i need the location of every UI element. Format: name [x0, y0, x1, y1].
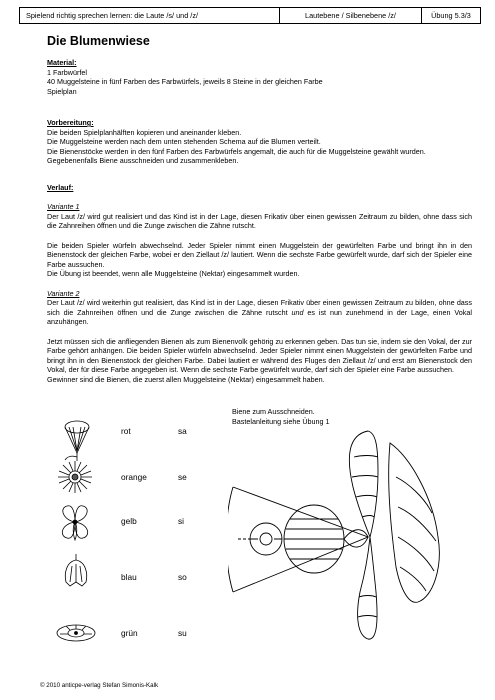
flower-syllable-label: si [178, 516, 184, 526]
flower-color-label: gelb [121, 516, 137, 526]
variant1-paragraph: Der Laut /z/ wird gut realisiert und das Kind ist in der Lage, diesen Frikativ über einen gewissen Zeitraum zu bilden, ohne dass sich die Zahnreihen öffnen und die Zunge zwischen die Zähne rutscht. [47, 211, 472, 231]
bee-caption: Biene zum Ausschneiden. Bastelanleitung siehe Übung 1 [232, 407, 330, 426]
variant2-paragraph: Der Laut /z/ wird weiterhin gut realisiert, das Kind ist in der Lage, diesen Frikativ über einen gewissen Zeitraum zu bilden, ohne dass sich die Zahnreihen öffnen und die Zunge zwischen die Zähne rutscht und es ist nun zunehmend in der Lage, einen Vokal anzuhängen. [47, 298, 472, 327]
flower-color-label: blau [121, 572, 137, 582]
flower-syllable-label: su [178, 628, 187, 638]
material-line: 1 Farbwürfel [47, 67, 87, 77]
header-topic: Spielend richtig sprechen lernen: die Laute /s/ und /z/ [20, 8, 280, 23]
flower-color-label: orange [121, 472, 147, 482]
preparation-section [47, 118, 472, 166]
flower-color-label: rot [121, 426, 131, 436]
flower-color-label: grün [121, 628, 138, 638]
page-title: Die Blumenwiese [47, 34, 150, 48]
variant2-paragraph: Jetzt müssen sich die anfliegenden Bienen als zum Bienenvolk gehörig zu erkennen geben. Das tun sie, indem sie den Vokal, der zur Farbe gehört anhängen. Die beiden Spieler würfeln abwechselnd. Jeder Spieler nimmt einen Muggelstein der gewürfelten Farbe und bringt ihn in den Bienenstock der gleichen Farbe. Dabei lautiert er während des Fluges den Ziellaut /z/ und erst am Bienenstock den Vokal, der für diese Farbe angegeben ist. Wenn die sechste Farbe gewürfelt wurde, darf sich der Spieler eine Farbe aussuchen. [47, 336, 472, 375]
variant2-title: Variante 2 [47, 288, 80, 298]
copyright-footer: © 2010 anticpe-verlag Stefan Simonis-Kalk [40, 682, 159, 689]
poppy-icon [54, 622, 98, 644]
flower-syllable-label: so [178, 572, 187, 582]
gerbera-icon [50, 457, 100, 497]
variant1-paragraph: Die Übung ist beendet, wenn alle Muggelsteine (Nektar) eingesammelt wurden. [47, 269, 300, 279]
procedure-section [47, 183, 472, 384]
flower-syllable-label: se [178, 472, 187, 482]
worksheet-header [19, 7, 481, 24]
bellflower-icon [58, 552, 94, 592]
material-heading: Material: [47, 58, 77, 67]
material-section [47, 58, 472, 96]
variant1-paragraph: Die beiden Spieler würfeln abwechselnd. Jeder Spieler nimmt einen Muggelstein der gewürfelten Farbe und bringt ihn in den Bienenstock der gleichen Farbe, wobei er den Ziellaut /z/ lautiert. Wenn die sechste Farbe gewürfelt wurde, darf sich der Spieler eine Farbe aussuchen. [47, 240, 472, 269]
preparation-line: Die beiden Spielplanhälften kopieren und aneinander kleben. [47, 127, 242, 137]
variant2-paragraph: Gewinner sind die Bienen, die zuerst allen Muggelsteine (Nektar) eingesammelt haben. [47, 374, 325, 384]
header-exercise: Übung 5.3/3 [431, 11, 471, 20]
preparation-line: Die Muggelsteine werden nach dem unten stehenden Schema auf die Blumen verteilt. [47, 137, 321, 147]
material-line: Spielplan [47, 86, 77, 96]
header-level: Lautebene / Silbenebene /z/ [280, 8, 422, 23]
variant1-title: Variante 1 [47, 202, 80, 212]
preparation-line: Die Bienenstöcke werden in den fünf Farben des Farbwürfels angemalt, die auch für die Muggelsteine gewählt wurden. Gegebenenfalls Biene ausschneiden und zusammenkleben. [47, 146, 426, 166]
pansy-icon [53, 500, 97, 544]
material-line: 40 Muggelsteine in fünf Farben des Farbwürfels, jeweils 8 Steine in der gleichen Farbe [47, 77, 323, 87]
daisy-icon [47, 413, 107, 463]
procedure-heading: Verlauf: [47, 183, 74, 192]
flower-syllable-label: sa [178, 426, 187, 436]
bee-cutout-template [228, 427, 478, 645]
preparation-heading: Vorbereitung: [47, 118, 94, 127]
